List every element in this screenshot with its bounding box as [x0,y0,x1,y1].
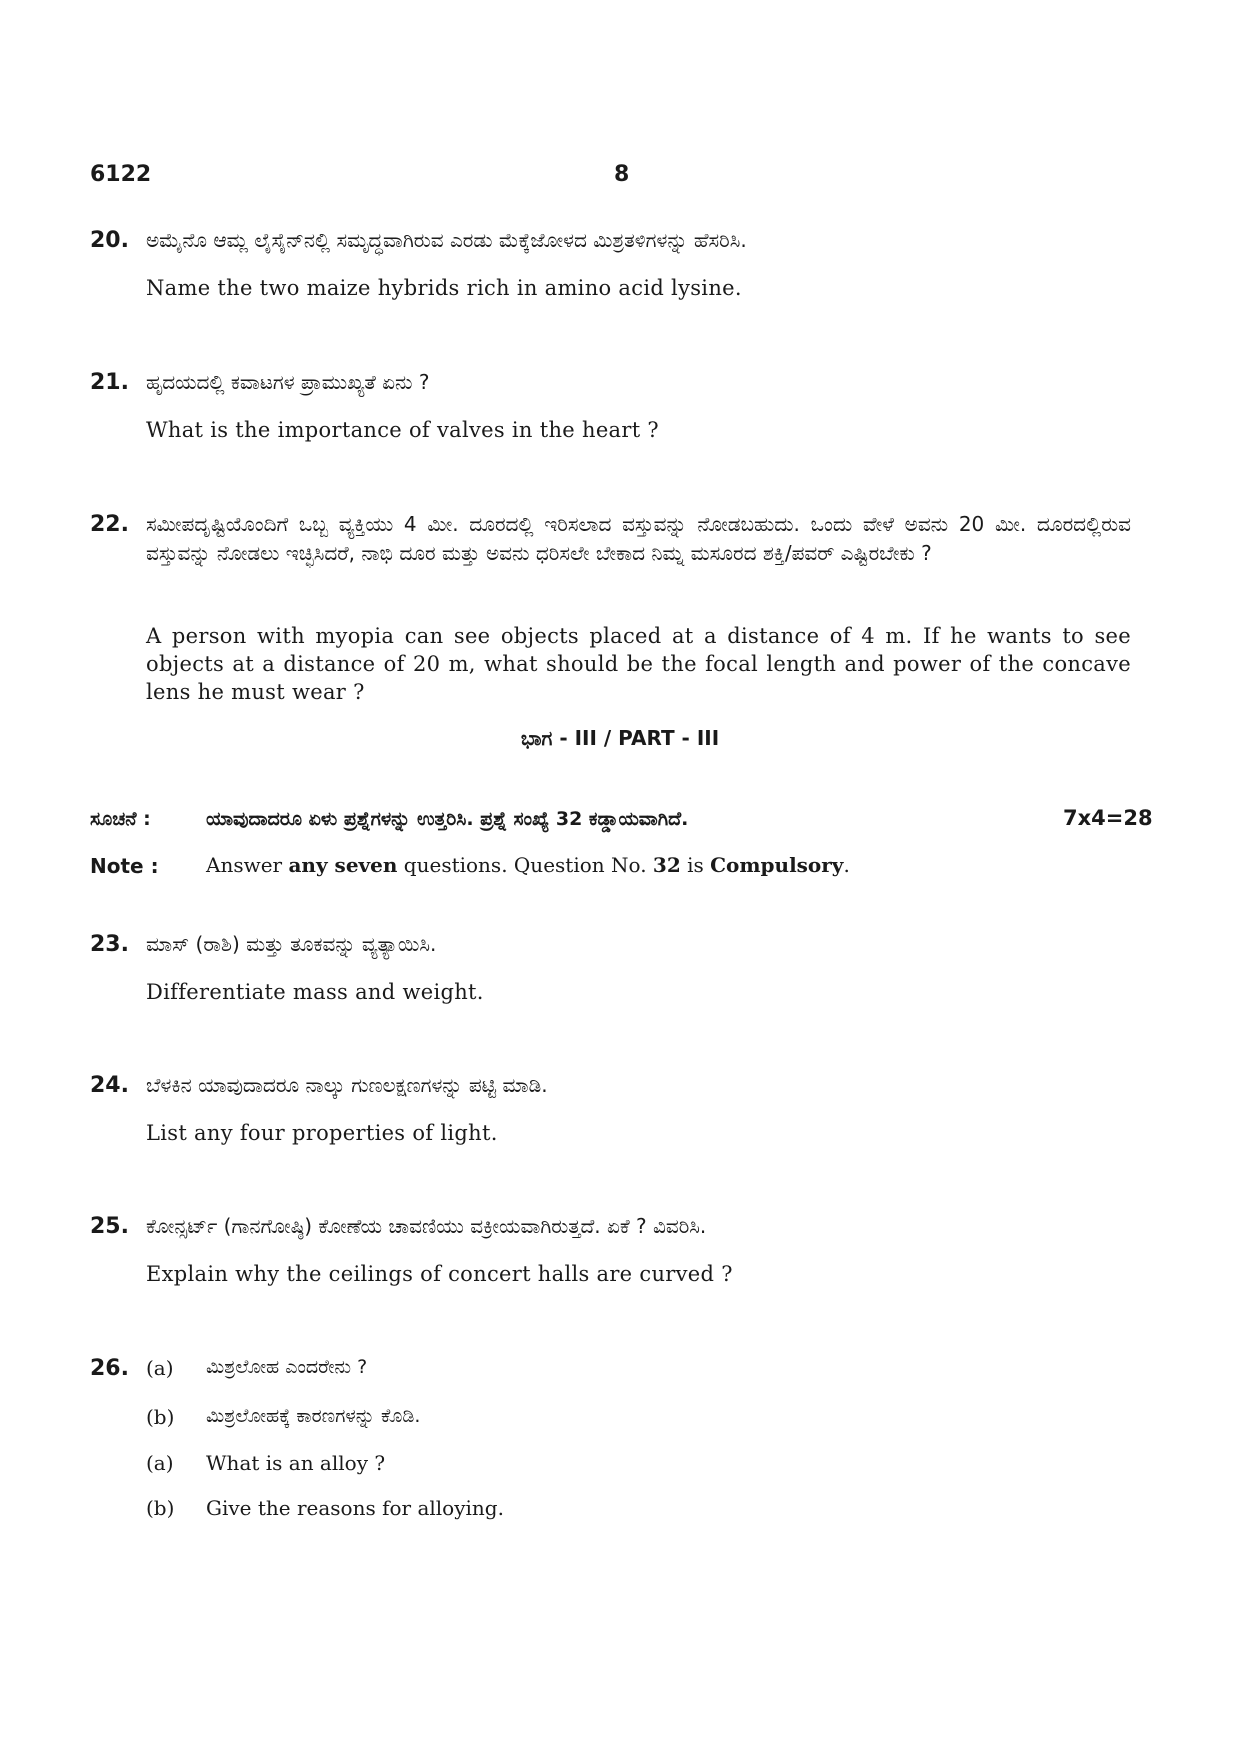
question-text-kannada: ಸಮೀಪದೃಷ್ಟಿಯೊಂದಿಗೆ ಒಬ್ಬ ವ್ಯಕ್ತಿಯು 4 ಮೀ. ದೂರದಲ್ಲಿ ಇರಿಸಲಾದ ವಸ್ತುವನ್ನು ನೋಡಬಹುದು. ಒಂದು ವೇಳೆ ಅವನು 20 ಮೀ. ದೂರದಲ್ಲಿರುವ ವಸ್ತುವನ್ನು ನೋಡಲು ಇಚ್ಛಿಸಿದರೆ, ನಾಭಿ ದೂರ ಮತ್ತು ಅವನು ಧರಿಸಲೇ ಬೇಕಾದ ನಿಮ್ನ ಮಸೂರದ ಶಕ್ತಿ/ಪವರ್ ಎಷ್ಟಿರಬೇಕು ? [146,512,1131,565]
question-text-english: Differentiate mass and weight. [146,980,484,1004]
question-text-english: List any four properties of light. [146,1121,498,1145]
question-text-kannada: ಕೋನ್ಸರ್ಟ್ (ಗಾನಗೋಷ್ಠಿ) ಕೋಣೆಯ ಚಾವಣಿಯು ವಕ್ರೀಯವಾಗಿರುತ್ತದೆ. ಏಕೆ ? ವಿವರಿಸಿ. [146,1214,707,1238]
sub-label: (a) [146,1451,174,1475]
question-text-english: Name the two maize hybrids rich in amino acid lysine. [146,276,742,300]
question-text-kannada: ಹೃದಯದಲ್ಲಿ ಕವಾಟಗಳ ಪ್ರಾಮುಖ್ಯತೆ ಏನು ? [146,370,430,394]
question-text-kannada: ಮಾಸ್ (ರಾಶಿ) ಮತ್ತು ತೂಕವನ್ನು ವ್ಯತ್ಯಾಯಿಸಿ. [146,932,437,956]
page-number: 8 [614,162,630,187]
question-number: 25. [90,1214,129,1239]
question-26 [90,1356,1100,1556]
question-number: 23. [90,932,129,957]
sub-question-kannada: ಮಿಶ್ರಲೋಹ ಎಂದರೇನು ? [206,1356,368,1378]
question-number: 24. [90,1073,129,1098]
sub-label: (b) [146,1496,175,1520]
question-text-english: What is the importance of valves in the heart ? [146,418,659,442]
sub-question-kannada: ಮಿಶ್ರಲೋಹಕ್ಕೆ ಕಾರಣಗಳನ್ನು ಕೊಡಿ. [206,1405,421,1427]
part-title: ಭಾಗ - III / PART - III [520,726,720,750]
question-text-english: Explain why the ceilings of concert halls are curved ? [146,1262,733,1286]
marks-allocation: 7x4=28 [1063,806,1153,830]
note-text: Answer any seven questions. Question No. 32 is Compulsory. [206,853,850,877]
question-text-kannada: ಅಮೈನೊ ಆಮ್ಲ ಲೈಸೈನ್‌ನಲ್ಲಿ ಸಮೃದ್ಧವಾಗಿರುವ ಎರಡು ಮೆಕ್ಕೆಜೋಳದ ಮಿಶ್ರತಳಿಗಳನ್ನು ಹೆಸರಿಸಿ. [146,228,747,252]
sub-question-english: What is an alloy ? [206,1451,386,1475]
instruction-label-kannada: ಸೂಚನೆ : [90,808,151,830]
question-number: 21. [90,370,129,395]
sub-question-english: Give the reasons for alloying. [206,1496,504,1520]
question-text-kannada: ಬೆಳಕಿನ ಯಾವುದಾದರೂ ನಾಲ್ಕು ಗುಣಲಕ್ಷಣಗಳನ್ನು ಪಟ್ಟಿ ಮಾಡಿ. [146,1073,548,1097]
sub-label: (b) [146,1405,175,1429]
question-number: 26. [90,1356,129,1381]
question-number: 20. [90,228,129,253]
note-label: Note : [90,854,159,878]
sub-label: (a) [146,1356,174,1380]
instruction-text-kannada: ಯಾವುದಾದರೂ ಏಳು ಪ್ರಶ್ನೆಗಳನ್ನು ಉತ್ತರಿಸಿ. ಪ್ರಶ್ನೆ ಸಂಖ್ಯೆ 32 ಕಡ್ಡಾಯವಾಗಿದೆ. [206,808,689,830]
paper-code: 6122 [90,162,152,187]
question-number: 22. [90,512,129,537]
question-text-english: A person with myopia can see objects placed at a distance of 4 m. If he wants to see objects at a distance of 20 m, what should be the focal length and power of the concave lens he must wear ? [146,624,1131,704]
